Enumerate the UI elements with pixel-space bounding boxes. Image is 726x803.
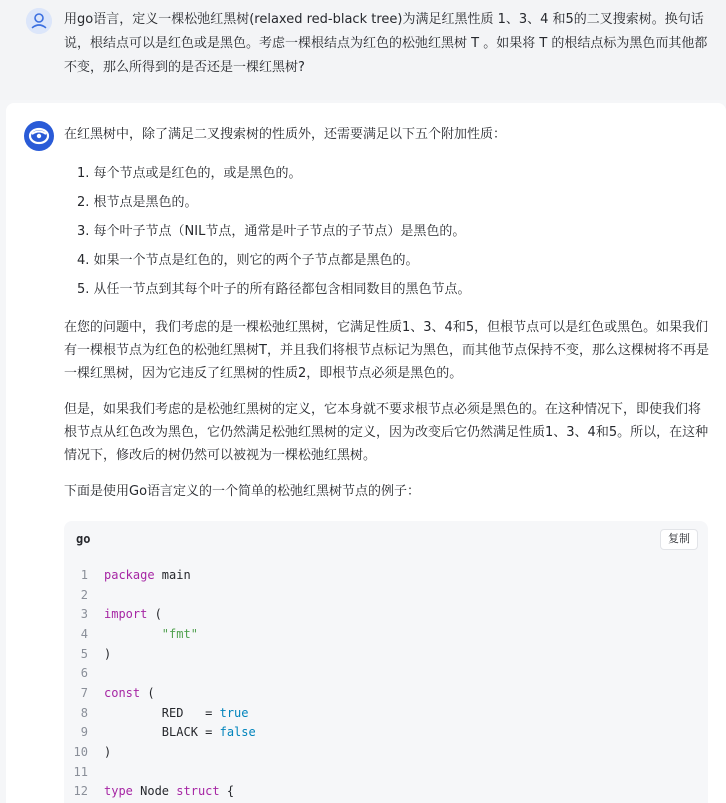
code-token: ) [104,745,112,760]
assistant-answer [64,123,712,516]
code-token: ) [104,646,112,661]
line-number: 8 [80,705,88,720]
answer-intro: 在红黑树中，除了满足二叉搜索树的性质外，还需要满足以下五个附加性质： [64,127,507,142]
code-body [64,557,708,801]
code-text [104,647,111,661]
code-token: ( [140,685,155,700]
code-token: type [104,784,133,799]
assistant-message [6,103,726,803]
line-number: 5 [80,646,88,661]
code-text [104,686,155,700]
line-number: 1 [80,567,88,582]
list-item: 5. 从任一节点到其每个叶子的所有路径都包含相同数目的黑色节点。 [77,282,471,297]
code-line [64,723,708,743]
code-line [64,762,708,782]
code-line [64,565,708,585]
code-block [64,521,708,803]
list-item: 3. 每个叶子节点（NIL节点，通常是叶子节点的子节点）是黑色的。 [77,224,466,239]
list-item: 2. 根节点是黑色的。 [77,195,198,210]
line-number: 7 [80,685,88,700]
code-token: struct [176,784,220,799]
line-number: 10 [73,745,88,760]
line-number: 12 [73,784,88,799]
code-line [64,703,708,723]
user-avatar-icon [26,8,52,34]
code-line [64,624,708,644]
code-token: "fmt" [161,626,198,641]
code-token: ( [147,607,162,622]
line-number: 6 [80,666,88,681]
code-line [64,782,708,802]
code-text [104,627,198,641]
line-number: 3 [80,607,88,622]
code-line [64,644,708,664]
user-message-text: 用go语言，定义一棵松弛红黑树(relaxed red-black tree)为满足红黑性质 1、3、4 和5的二叉搜索树。换句话说，根结点可以是红色或是黑色。考虑一棵根结点为红色的松弛红黑树 T 。如果将 T 的根结点标为黑色而其他都不变，那么所得到的是否还是一棵红黑树? [64,12,708,75]
code-token: package [104,567,155,582]
code-token: { [219,784,235,799]
line-number: 9 [80,725,88,740]
code-token: true [219,705,249,720]
user-message [0,0,726,100]
code-token: Node [132,784,177,799]
code-language-label: go [76,532,91,546]
answer-paragraph-3: 下面是使用Go语言定义的一个简单的松弛红黑树节点的例子： [64,484,421,499]
copy-button[interactable]: 复制 [660,529,698,550]
list-item: 1. 每个节点或是红色的，或是黑色的。 [77,166,302,181]
code-text [104,784,234,798]
assistant-avatar-icon [24,121,54,151]
code-line [64,585,708,605]
code-token: import [104,607,148,622]
code-line [64,604,708,624]
code-text [104,745,111,759]
list-item: 4. 如果一个节点是红色的，则它的两个子节点都是黑色的。 [77,253,419,268]
answer-paragraph-2: 但是，如果我们考虑的是松弛红黑树的定义，它本身就不要求根节点必须是黑色的。在这种情况下，即使我们将根节点从红色改为黑色，它仍然满足松弛红黑树的定义，因为改变后它仍然满足性质1、3、4和5。所以，在这种情况下，修改后的树仍然可以被视为一棵松弛红黑树。 [64,402,709,463]
code-text [104,706,249,720]
code-token: RED = [104,705,220,720]
code-token [104,627,162,641]
line-number: 4 [80,626,88,641]
code-line [64,663,708,683]
code-token: main [154,567,191,582]
code-line [64,742,708,762]
properties-list [77,159,712,304]
code-token: false [219,725,256,740]
code-token: const [104,685,141,700]
line-number: 2 [80,587,88,602]
line-number: 11 [73,764,88,779]
code-line [64,683,708,703]
answer-paragraph-1: 在您的问题中，我们考虑的是一棵松弛红黑树，它满足性质1、3、4和5，但根节点可以是红色或黑色。如果我们有一棵根节点为红色的松弛红黑树T，并且我们将根节点标记为黑色，而其他节点保持不变，那么这棵树将不再是一棵红黑树，因为它违反了红黑树的性质2，即根节点必须是黑色的。 [64,320,709,381]
code-token: BLACK = [104,725,220,740]
code-text [104,607,162,621]
code-header [64,521,708,557]
code-text [104,568,191,582]
code-text [104,725,256,739]
